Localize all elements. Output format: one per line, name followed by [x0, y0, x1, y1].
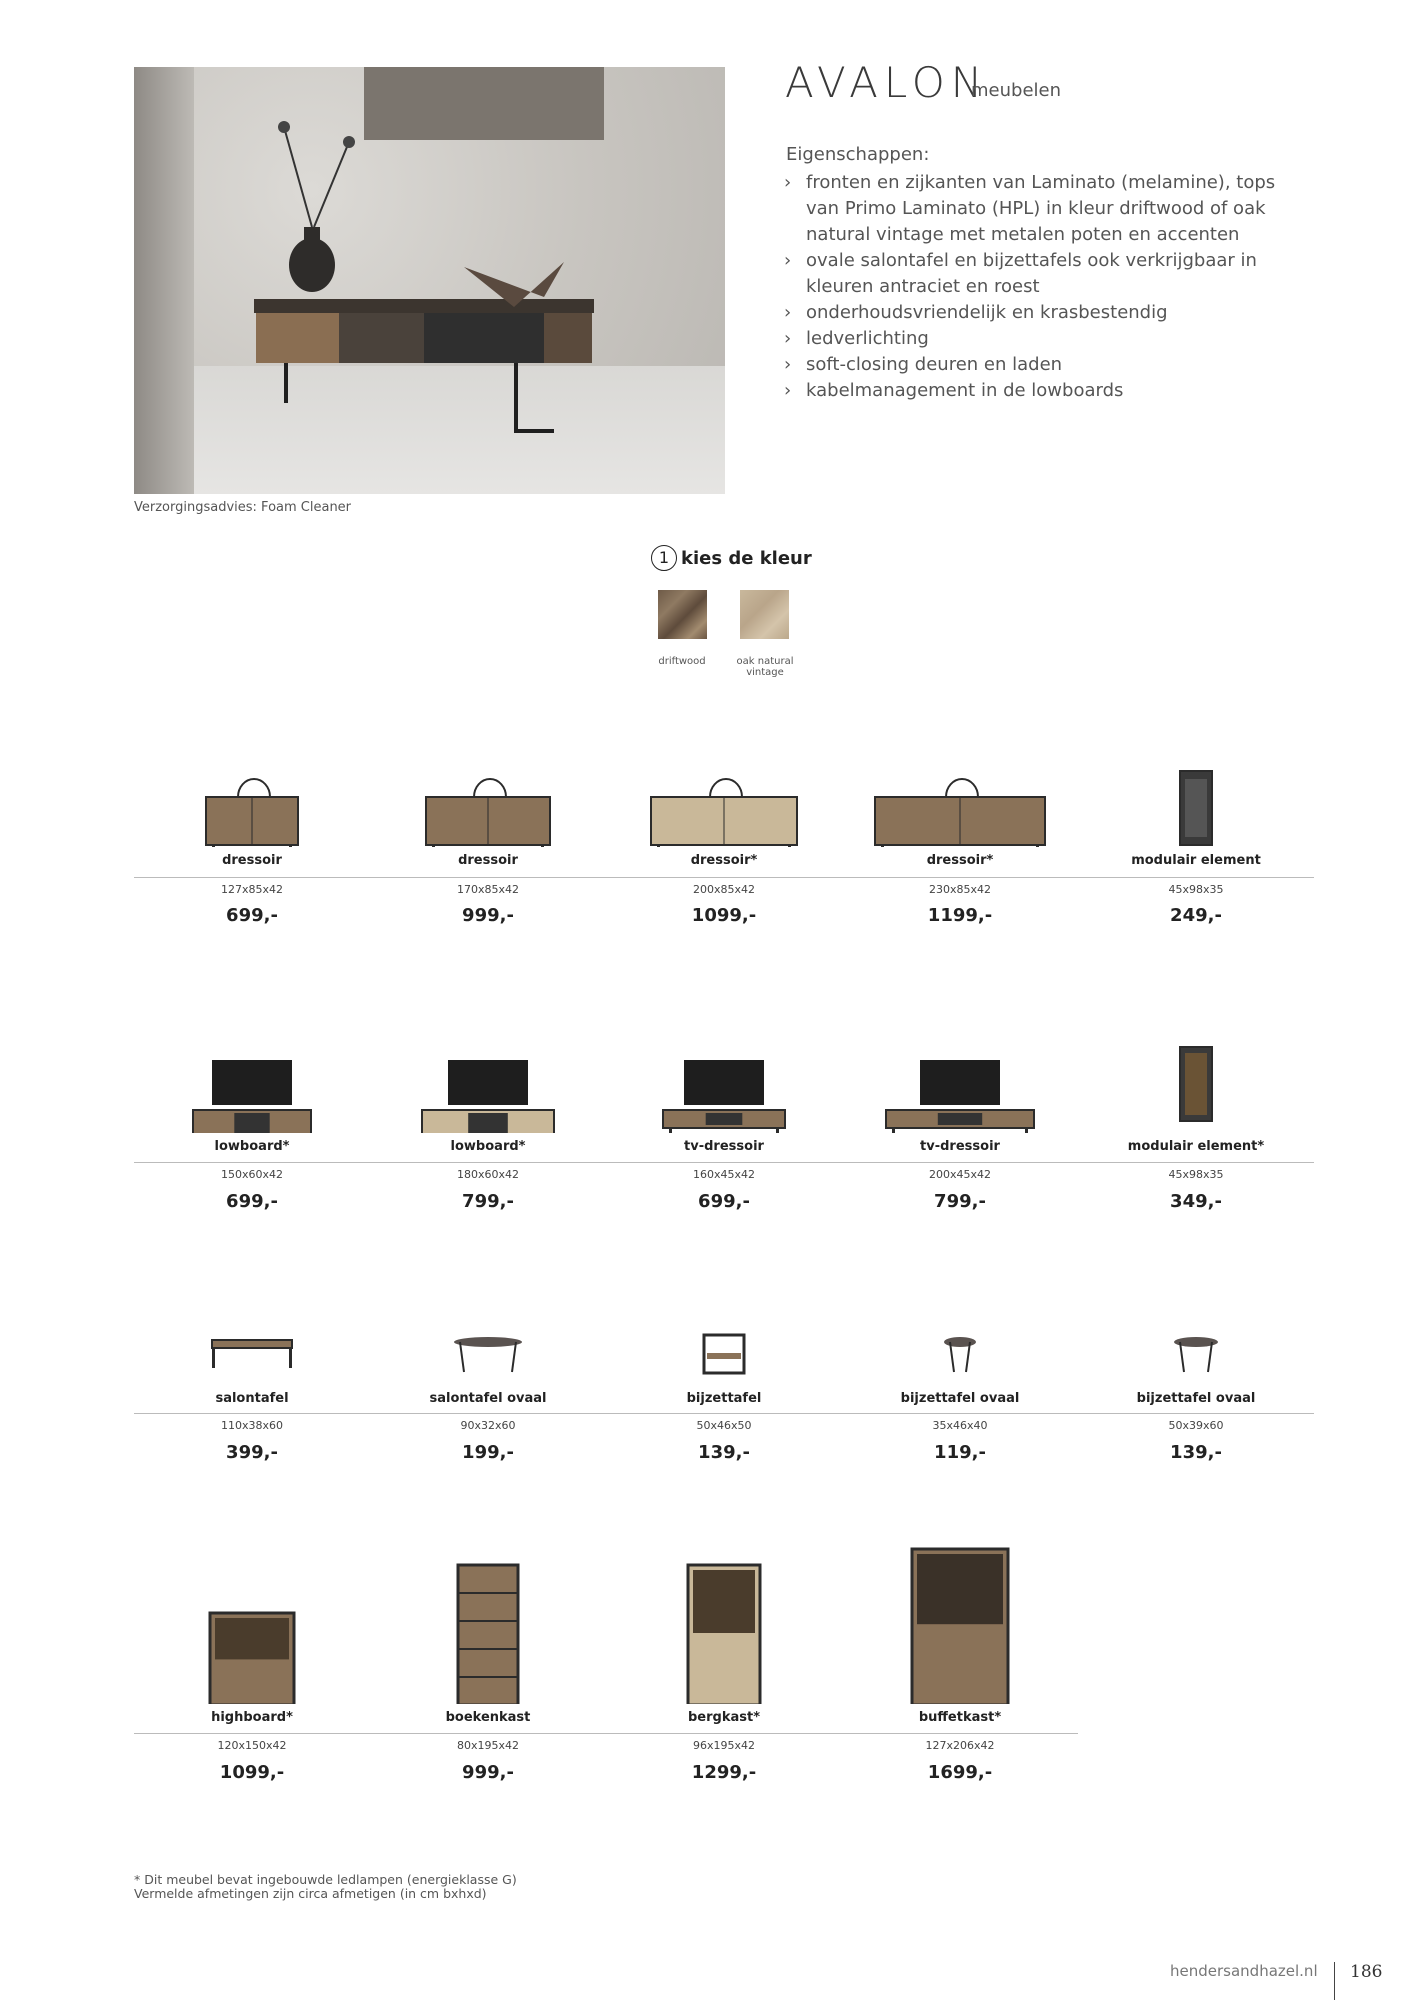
product-dimensions: 127x206x42 — [925, 1739, 995, 1752]
product-dimensions: 160x45x42 — [692, 1168, 755, 1181]
product-dimensions: 50x39x60 — [1168, 1419, 1224, 1432]
product-name: tv-dressoir — [684, 1139, 764, 1154]
product-image[interactable] — [1078, 735, 1314, 847]
product-image[interactable] — [134, 1015, 370, 1133]
product-name: dressoir* — [690, 853, 758, 868]
product-image[interactable] — [134, 735, 370, 847]
product-name: modulair element — [1131, 853, 1261, 868]
product-dimensions: 200x45x42 — [928, 1168, 991, 1181]
chevron-right-icon: › — [784, 172, 792, 193]
product-dimensions: 120x150x42 — [217, 1739, 287, 1752]
product-dimensions: 80x195x42 — [456, 1739, 519, 1752]
product-name: salontafel ovaal — [429, 1391, 547, 1406]
properties-item: › ledverlichting — [784, 326, 1304, 352]
product-dimensions: 200x85x42 — [692, 883, 755, 896]
product-price: 799,- — [934, 1191, 986, 1212]
product-image[interactable] — [606, 1015, 842, 1133]
product-price: 699,- — [698, 1191, 750, 1212]
swatch-label: oak natural vintage — [736, 656, 794, 678]
product-name: dressoir — [222, 853, 282, 868]
color-step-heading — [651, 545, 812, 571]
product-image[interactable] — [606, 735, 842, 847]
properties-item: › onderhoudsvriendelijk en krasbestendig — [784, 300, 1304, 326]
chevron-right-icon: › — [784, 328, 792, 349]
product-price: 1299,- — [691, 1762, 757, 1783]
product-price: 699,- — [226, 1191, 278, 1212]
product-name: bijzettafel ovaal — [900, 1391, 1020, 1406]
product-dimensions: 180x60x42 — [456, 1168, 519, 1181]
product-image[interactable] — [370, 1535, 606, 1704]
product-dimensions: 45x98x35 — [1168, 1168, 1224, 1181]
product-price: 1099,- — [691, 905, 757, 926]
page-number: 186 — [1350, 1962, 1383, 1982]
row-divider — [134, 1733, 1078, 1734]
product-dimensions: 170x85x42 — [456, 883, 519, 896]
product-image[interactable] — [1078, 1015, 1314, 1133]
product-name: lowboard* — [450, 1139, 526, 1154]
product-price: 349,- — [1170, 1191, 1222, 1212]
product-image[interactable] — [842, 1535, 1078, 1704]
footnotes — [134, 1873, 517, 1901]
product-image[interactable] — [842, 1300, 1078, 1385]
collection-subtitle: meubelen — [971, 80, 1061, 101]
product-name: salontafel — [215, 1391, 289, 1406]
website-link[interactable]: hendersandhazel.nl — [1170, 1962, 1318, 1980]
product-image[interactable] — [606, 1535, 842, 1704]
care-advice: Verzorgingsadvies: Foam Cleaner — [134, 500, 352, 515]
chevron-right-icon: › — [784, 302, 792, 323]
product-price: 1099,- — [219, 1762, 285, 1783]
product-name: bijzettafel — [686, 1391, 762, 1406]
swatch-driftwood[interactable] — [658, 590, 707, 639]
product-name: lowboard* — [214, 1139, 290, 1154]
product-name: dressoir — [458, 853, 518, 868]
product-name: buffetkast* — [918, 1710, 1002, 1725]
product-price: 999,- — [462, 905, 514, 926]
product-dimensions: 96x195x42 — [692, 1739, 755, 1752]
product-image[interactable] — [370, 1300, 606, 1385]
product-price: 399,- — [226, 1442, 278, 1463]
properties-heading: Eigenschappen: — [786, 144, 930, 165]
product-price: 699,- — [226, 905, 278, 926]
row-divider — [134, 877, 1314, 878]
step-label: kies de kleur — [681, 547, 812, 569]
product-dimensions: 230x85x42 — [928, 883, 991, 896]
properties-item: › kabelmanagement in de lowboards — [784, 378, 1304, 404]
product-name: bijzettafel ovaal — [1136, 1391, 1256, 1406]
properties-item: › ovale salontafel en bijzettafels ook verkrijgbaar in kleuren antraciet en roest — [784, 250, 1257, 297]
properties-item: › soft-closing deuren en laden — [784, 352, 1304, 378]
product-price: 139,- — [698, 1442, 750, 1463]
product-price: 1199,- — [927, 905, 993, 926]
product-dimensions: 35x46x40 — [932, 1419, 988, 1432]
product-image[interactable] — [606, 1300, 842, 1385]
product-name: bergkast* — [687, 1710, 760, 1725]
hero-photo — [134, 67, 725, 494]
swatch-label: driftwood — [658, 656, 706, 667]
product-image[interactable] — [1078, 1300, 1314, 1385]
product-name: highboard* — [211, 1710, 293, 1725]
product-dimensions: 110x38x60 — [220, 1419, 283, 1432]
footnote-dimensions: Vermelde afmetingen zijn circa afmetigen (in cm bxhxd) — [134, 1886, 487, 1901]
row-divider — [134, 1162, 1314, 1163]
product-name: boekenkast — [445, 1710, 531, 1725]
product-image[interactable] — [134, 1300, 370, 1385]
chevron-right-icon: › — [784, 380, 792, 401]
product-image[interactable] — [842, 1015, 1078, 1133]
product-name: tv-dressoir — [920, 1139, 1000, 1154]
footer-divider — [1334, 1962, 1335, 2000]
product-price: 999,- — [462, 1762, 514, 1783]
properties-list — [784, 170, 1304, 404]
collection-title: AVALON — [785, 58, 989, 107]
product-price: 199,- — [462, 1442, 514, 1463]
product-dimensions: 50x46x50 — [696, 1419, 752, 1432]
properties-item: › fronten en zijkanten van Laminato (melamine), tops van Primo Laminato (HPL) in kleur driftwood of oak natural vintage met metalen poten en accenten — [784, 172, 1276, 245]
product-dimensions: 45x98x35 — [1168, 883, 1224, 896]
product-name: dressoir* — [926, 853, 994, 868]
product-price: 119,- — [934, 1442, 986, 1463]
product-dimensions: 127x85x42 — [220, 883, 283, 896]
product-image[interactable] — [842, 735, 1078, 847]
product-price: 799,- — [462, 1191, 514, 1212]
product-image[interactable] — [370, 735, 606, 847]
product-price: 139,- — [1170, 1442, 1222, 1463]
product-dimensions: 150x60x42 — [220, 1168, 283, 1181]
product-dimensions: 90x32x60 — [460, 1419, 516, 1432]
product-image[interactable] — [370, 1015, 606, 1133]
swatch-oak-natural-vintage[interactable] — [740, 590, 789, 639]
chevron-right-icon: › — [784, 250, 792, 271]
step-number: 1 — [651, 545, 677, 571]
product-price: 1699,- — [927, 1762, 993, 1783]
row-divider — [134, 1413, 1314, 1414]
product-price: 249,- — [1170, 905, 1222, 926]
footnote-led: * Dit meubel bevat ingebouwde ledlampen (energieklasse G) — [134, 1872, 517, 1887]
product-image[interactable] — [134, 1535, 370, 1704]
product-name: modulair element* — [1127, 1139, 1265, 1154]
chevron-right-icon: › — [784, 354, 792, 375]
